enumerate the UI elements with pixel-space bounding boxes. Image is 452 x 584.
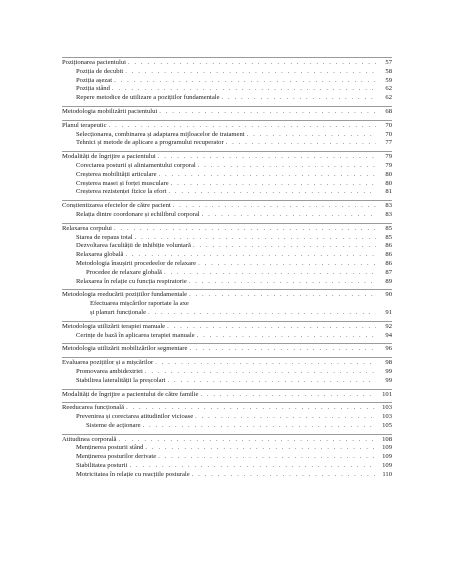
toc-chapter-entry[interactable]	[62, 323, 392, 332]
dot-leader	[125, 251, 376, 260]
toc-page-number: 81	[385, 188, 392, 196]
toc-page-number: 99	[385, 376, 392, 384]
toc-entry-title: Starea de repaus total	[76, 233, 133, 241]
toc-page-number: 62	[385, 94, 392, 102]
dot-leader	[164, 269, 376, 278]
toc-section	[62, 151, 392, 197]
dot-leader	[148, 309, 376, 318]
toc-page-number: 62	[385, 85, 392, 93]
toc-entry-title: Reeducarea funcțională	[62, 404, 125, 412]
toc-section	[62, 434, 392, 480]
toc-entry[interactable]	[62, 162, 392, 171]
toc-entry-title: Stabilitatea posturii	[76, 462, 128, 470]
dot-leader	[128, 59, 376, 68]
toc-page-number: 96	[385, 345, 392, 353]
dot-leader	[145, 444, 376, 453]
toc-entry[interactable]	[62, 139, 392, 148]
dot-leader	[168, 188, 376, 197]
dot-leader	[125, 68, 376, 77]
dot-leader	[155, 359, 376, 368]
toc-page-number: 58	[385, 67, 392, 75]
toc-chapter-entry[interactable]	[62, 153, 392, 162]
dot-leader	[118, 436, 376, 445]
toc-entry-title: Creșterea mobilității articulare	[76, 170, 157, 178]
toc-entry-title: Menținerea posturii stând	[76, 444, 144, 452]
toc-entry-title: Poziția de decubit	[76, 67, 124, 75]
dot-leader	[145, 368, 376, 377]
toc-entry[interactable]	[62, 188, 392, 197]
toc-entry[interactable]	[62, 422, 392, 431]
toc-entry[interactable]	[62, 453, 392, 462]
toc-chapter-entry[interactable]	[62, 202, 392, 211]
toc-page-number: 101	[382, 390, 392, 398]
toc-page-number: 89	[385, 277, 392, 285]
toc-entry-title: Tehnici și metode de aplicare a programului recuperator	[76, 139, 224, 147]
toc-page-number: 103	[382, 404, 392, 412]
toc-entry-title: Corectarea posturii și aliniamentului corporal	[76, 161, 196, 169]
dot-leader	[167, 323, 376, 332]
dot-leader	[189, 291, 376, 300]
toc-entry-title: Relaxarea corpului	[62, 224, 112, 232]
toc-entry[interactable]	[62, 368, 392, 377]
toc-page-number: 86	[385, 259, 392, 267]
dot-leader	[195, 413, 376, 422]
toc-entry[interactable]	[62, 68, 392, 77]
dot-leader	[158, 153, 376, 162]
toc-page-number: 108	[382, 435, 392, 443]
toc-page-number: 94	[385, 331, 392, 339]
dot-leader	[109, 122, 377, 131]
toc-chapter-entry[interactable]	[62, 108, 392, 117]
toc-chapter-entry[interactable]	[62, 359, 392, 368]
toc-entry[interactable]	[62, 171, 392, 180]
toc-entry-title: Evaluarea pozițiilor și a mișcărilor	[62, 359, 154, 367]
table-of-contents	[62, 57, 392, 483]
toc-page-number: 99	[385, 367, 392, 375]
toc-entry-title: Prevenirea și corectarea atitudinilor vicioase	[76, 413, 194, 421]
toc-page-number: 109	[382, 444, 392, 452]
toc-chapter-entry[interactable]	[62, 122, 392, 131]
toc-entry-title: Motricitatea în relație cu reacțiile posturale	[76, 470, 190, 478]
toc-page-number: 92	[385, 322, 392, 330]
toc-entry-title: Cerințe de bază în aplicarea terapiei manuale	[76, 331, 195, 339]
dot-leader	[198, 260, 376, 269]
toc-entry[interactable]	[62, 462, 392, 471]
toc-page-number: 98	[385, 359, 392, 367]
toc-chapter-entry[interactable]	[62, 59, 392, 68]
toc-entry-title: Metodologia mobilizării pacientului	[62, 107, 158, 115]
toc-page-number: 109	[382, 462, 392, 470]
toc-entry-title: Modalități de îngrijire a pacientului	[62, 153, 156, 161]
toc-page-number: 109	[382, 453, 392, 461]
toc-entry-title: Poziționarea pacientului	[62, 59, 126, 66]
dot-leader	[171, 180, 376, 189]
toc-entry-title: Poziția stând	[76, 85, 110, 93]
toc-entry-title: Atitudinea corporală	[62, 435, 117, 443]
toc-page-number: 91	[385, 308, 392, 316]
toc-section	[62, 200, 392, 220]
dot-leader	[198, 162, 376, 171]
toc-entry-title: Stabilirea lateralității la preșcolari	[76, 376, 166, 384]
toc-chapter-entry[interactable]	[62, 404, 392, 413]
toc-page-number: 57	[385, 59, 392, 66]
toc-chapter-entry[interactable]	[62, 291, 392, 300]
toc-page-number: 85	[385, 233, 392, 241]
toc-entry-title: Efectuarea mișcărilor raportate la axe	[90, 300, 189, 308]
toc-entry-title: Metodologia însușirii procedeelor de relaxare	[76, 259, 197, 267]
dot-leader	[112, 85, 376, 94]
toc-chapter-entry[interactable]	[62, 391, 392, 400]
toc-entry-title: Sisteme de acționare	[86, 421, 141, 429]
toc-page-number: 70	[385, 121, 392, 129]
toc-entry[interactable]	[62, 260, 392, 269]
toc-entry-title: Creșterea masei și forței musculare	[76, 179, 169, 187]
dot-leader	[200, 391, 376, 400]
toc-entry-title: Procedee de relaxare globală	[86, 268, 162, 276]
toc-entry-title: Selecționarea, combinarea și adaptarea mijloacelor de tratament	[76, 130, 245, 138]
toc-entry[interactable]	[62, 278, 392, 287]
toc-page-number: 86	[385, 251, 392, 259]
toc-page-number: 87	[385, 268, 392, 276]
toc-section	[62, 402, 392, 430]
dot-leader	[143, 422, 376, 431]
dot-leader	[189, 345, 376, 354]
dot-leader	[114, 225, 376, 234]
dot-leader	[135, 234, 376, 243]
toc-page-number: 79	[385, 153, 392, 161]
toc-page-number: 90	[385, 291, 392, 299]
dot-leader	[129, 462, 376, 471]
toc-entry[interactable]	[62, 300, 392, 318]
toc-page-number: 80	[385, 170, 392, 178]
dot-leader	[226, 139, 376, 148]
dot-leader	[159, 171, 376, 180]
dot-leader	[158, 453, 376, 462]
toc-entry-title: Menținerea posturilor derivate	[76, 453, 157, 461]
dot-leader	[159, 108, 376, 117]
toc-entry-title: Relaxarea globală	[76, 251, 124, 259]
toc-entry-title: Conștientizarea efectelor de către pacient	[62, 202, 171, 210]
dot-leader	[114, 77, 376, 86]
toc-section	[62, 289, 392, 317]
toc-entry-title: Modalități de îngrijire a pacientului de către familie	[62, 390, 199, 398]
toc-chapter-entry[interactable]	[62, 436, 392, 445]
toc-page-number: 103	[382, 413, 392, 421]
toc-entry-title: Metodologia utilizării mobilizărilor segmentare	[62, 345, 188, 353]
dot-leader	[222, 94, 376, 103]
toc-entry[interactable]	[62, 180, 392, 189]
dot-leader	[247, 131, 376, 140]
toc-page-number: 85	[385, 224, 392, 232]
toc-entry[interactable]	[62, 413, 392, 422]
toc-entry[interactable]	[62, 471, 392, 480]
toc-entry[interactable]	[62, 332, 392, 341]
toc-entry-title: Dezvoltarea facultății de inhibiție voluntară	[76, 242, 191, 250]
toc-entry[interactable]	[62, 251, 392, 260]
toc-entry-title: Relația dintre coordonare și echilibrul corporal	[76, 210, 200, 218]
toc-section	[62, 357, 392, 385]
toc-page-number: 80	[385, 179, 392, 187]
toc-page-number: 68	[385, 107, 392, 115]
dot-leader	[197, 332, 376, 341]
toc-entry-title: Metodologia utilizării terapiei manuale	[62, 322, 166, 330]
toc-entry[interactable]	[62, 234, 392, 243]
toc-page-number: 59	[385, 76, 392, 84]
toc-page-number: 83	[385, 210, 392, 218]
toc-chapter-entry[interactable]	[62, 345, 392, 354]
toc-section	[62, 120, 392, 148]
toc-page-number: 70	[385, 130, 392, 138]
toc-entry-title: Creșterea rezistenței fizice la efort	[76, 188, 167, 196]
toc-entry[interactable]	[62, 444, 392, 453]
toc-chapter-entry[interactable]	[62, 225, 392, 234]
toc-entry[interactable]	[62, 77, 392, 86]
toc-entry[interactable]	[62, 131, 392, 140]
toc-section	[62, 343, 392, 354]
toc-entry-title: Promovarea ambidextriei	[76, 367, 143, 375]
toc-entry[interactable]	[62, 242, 392, 251]
dot-leader	[192, 471, 376, 480]
toc-entry-title-continued: și planuri funcționale	[90, 308, 147, 316]
toc-entry[interactable]	[62, 211, 392, 220]
toc-entry-title: Repere metodice de utilizare a pozițiilor fundamentale	[76, 94, 220, 102]
toc-section	[62, 223, 392, 287]
toc-entry[interactable]	[62, 269, 392, 278]
toc-entry[interactable]	[62, 85, 392, 94]
dot-leader	[202, 211, 376, 220]
dot-leader	[189, 278, 376, 287]
toc-entry-title: Relaxarea în relație cu funcția respiratorie	[76, 277, 187, 285]
toc-page-number: 79	[385, 161, 392, 169]
toc-page-number: 105	[382, 421, 392, 429]
toc-section	[62, 321, 392, 341]
dot-leader	[193, 242, 376, 251]
toc-section	[62, 389, 392, 400]
toc-page-number: 110	[382, 470, 392, 478]
toc-entry[interactable]	[62, 94, 392, 103]
toc-page-number: 83	[385, 202, 392, 210]
toc-page-number: 77	[385, 139, 392, 147]
toc-section	[62, 57, 392, 103]
toc-entry-title: Metodologia reeducării pozițiilor fundamentale	[62, 291, 188, 299]
dot-leader	[168, 377, 376, 386]
toc-entry[interactable]	[62, 377, 392, 386]
dot-leader	[126, 404, 376, 413]
dot-leader	[173, 202, 376, 211]
toc-section	[62, 106, 392, 117]
toc-entry-title: Poziția așezat	[76, 76, 113, 84]
toc-entry-title: Planul terapeutic	[62, 121, 107, 129]
toc-page-number: 86	[385, 242, 392, 250]
